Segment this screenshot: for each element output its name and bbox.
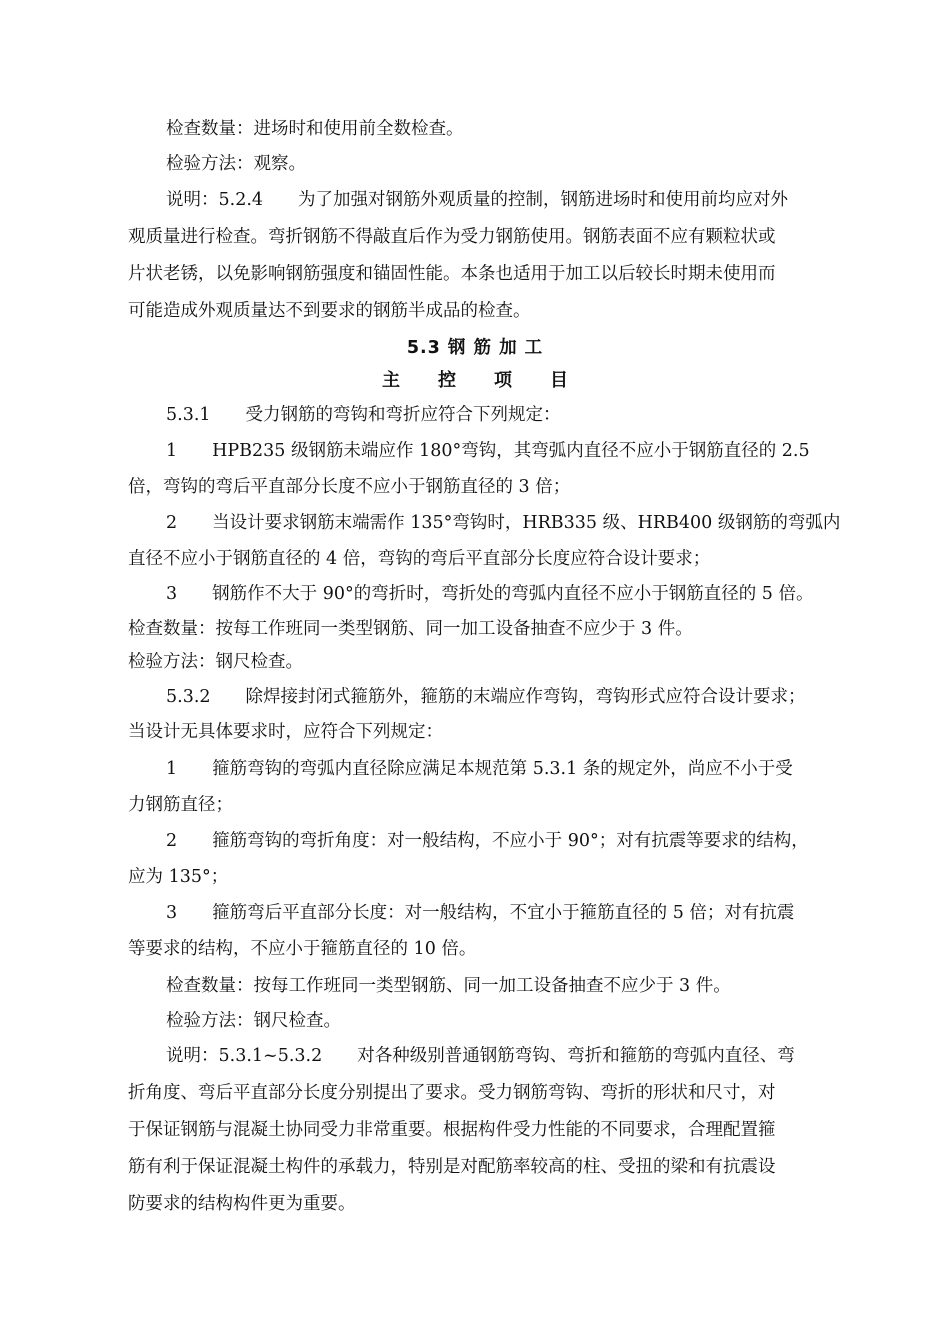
subsection-char: 控 [438,370,456,391]
paragraph-line: 检查数量：进场时和使用前全数检查。 [166,119,464,139]
paragraph-line: 检查数量：按每工作班同一类型钢筋、同一加工设备抽查不应少于 3 件。 [128,619,693,639]
paragraph-line: 等要求的结构，不应小于箍筋直径的 10 倍。 [128,939,477,959]
paragraph-line: 1 箍筋弯钩的弯弧内直径除应满足本规范第 5.3.1 条的规定外，尚应不小于受 [166,759,793,779]
paragraph-line: 可能造成外观质量达不到要求的钢筋半成品的检查。 [128,301,531,321]
paragraph-line: 检验方法：观察。 [166,154,306,174]
paragraph-line: 力钢筋直径； [128,795,233,815]
paragraph-line: 折角度、弯后平直部分长度分别提出了要求。受力钢筋弯钩、弯折的形状和尺寸，对 [128,1083,776,1103]
paragraph-line: 1 HPB235 级钢筋未端应作 180°弯钩，其弯弧内直径不应小于钢筋直径的 2.5 [166,441,810,461]
section-title: 5.3 钢 筋 加 工 [406,338,544,358]
subsection-char: 项 [494,370,512,391]
paragraph-line: 检验方法：钢尺检查。 [128,652,303,672]
subsection-title [0,370,950,392]
paragraph-line: 检查数量：按每工作班同一类型钢筋、同一加工设备抽查不应少于 3 件。 [166,976,731,996]
paragraph-line: 说明：5.2.4 为了加强对钢筋外观质量的控制，钢筋进场时和使用前均应对外 [166,190,789,210]
subsection-char: 主 [382,370,400,391]
paragraph-line: 检验方法：钢尺检查。 [166,1011,341,1031]
paragraph-line: 2 箍筋弯钩的弯折角度：对一般结构，不应小于 90°；对有抗震等要求的结构， [166,831,809,851]
paragraph-line: 防要求的结构构件更为重要。 [128,1194,356,1214]
paragraph-line: 2 当设计要求钢筋末端需作 135°弯钩时，HRB335 级、HRB400 级钢筋的弯弧内 [166,513,841,533]
paragraph-line: 当设计无具体要求时，应符合下列规定： [128,722,443,742]
paragraph-line: 观质量进行检查。弯折钢筋不得敲直后作为受力钢筋使用。钢筋表面不应有颗粒状或 [128,227,776,247]
paragraph-line: 5.3.1 受力钢筋的弯钩和弯折应符合下列规定： [166,405,561,425]
subsection-char: 目 [550,370,568,391]
paragraph-line: 片状老锈，以免影响钢筋强度和锚固性能。本条也适用于加工以后较长时期未使用而 [128,264,776,284]
paragraph-line: 3 钢筋作不大于 90°的弯折时，弯折处的弯弧内直径不应小于钢筋直径的 5 倍。 [166,584,814,604]
paragraph-line: 应为 135°； [128,867,229,887]
paragraph-line: 筋有利于保证混凝土构件的承载力，特别是对配筋率较高的柱、受扭的梁和有抗震设 [128,1157,776,1177]
paragraph-line: 直径不应小于钢筋直径的 4 倍，弯钩的弯后平直部分长度应符合设计要求； [128,549,711,569]
paragraph-line: 于保证钢筋与混凝土协同受力非常重要。根据构件受力性能的不同要求，合理配置箍 [128,1120,776,1140]
paragraph-line: 3 箍筋弯后平直部分长度：对一般结构，不宜小于箍筋直径的 5 倍；对有抗震 [166,903,795,923]
paragraph-line: 说明：5.3.1~5.3.2 对各种级别普通钢筋弯钩、弯折和箍筋的弯弧内直径、弯 [166,1046,795,1066]
paragraph-line: 倍，弯钩的弯后平直部分长度不应小于钢筋直径的 3 倍； [128,477,571,497]
paragraph-line: 5.3.2 除焊接封闭式箍筋外，箍筋的末端应作弯钩，弯钩形式应符合设计要求； [166,687,806,707]
